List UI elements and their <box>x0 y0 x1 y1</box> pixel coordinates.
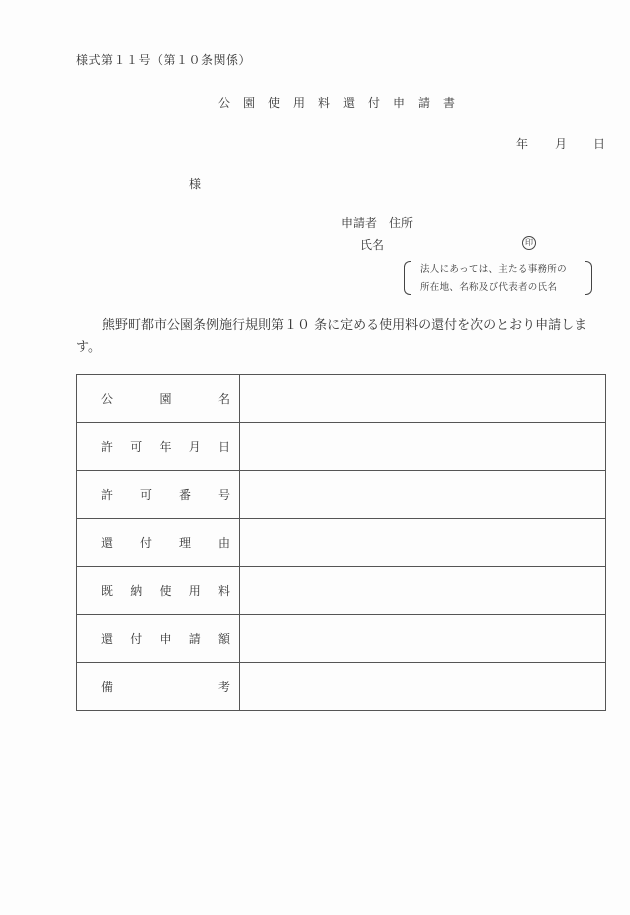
title-char: 園 <box>243 96 256 110</box>
title-char: 用 <box>293 96 306 110</box>
label-char: 納 <box>130 584 143 598</box>
title-char: 書 <box>443 96 456 110</box>
table-row <box>77 567 606 615</box>
row-label <box>77 567 240 615</box>
table-row <box>77 663 606 711</box>
row-label <box>77 375 240 423</box>
label-char: 料 <box>217 584 230 598</box>
label-char: 請 <box>188 632 201 646</box>
permit-date-field[interactable] <box>240 423 606 471</box>
bracket-left-icon <box>404 261 411 295</box>
table-row <box>77 519 606 567</box>
label-char: 既 <box>101 584 114 598</box>
label-char: 付 <box>130 632 143 646</box>
title-char: 付 <box>368 96 381 110</box>
label-char: 月 <box>188 440 201 454</box>
paid-fee-field[interactable] <box>240 567 606 615</box>
label-char: 備 <box>101 680 114 694</box>
application-table <box>76 374 606 711</box>
table-row <box>77 423 606 471</box>
permit-number-field[interactable] <box>240 471 606 519</box>
label-char: 日 <box>217 440 230 454</box>
note-line-1: 法人にあっては、主たる事務所の <box>420 264 567 275</box>
addressee-suffix: 様 <box>189 177 202 191</box>
row-label <box>77 471 240 519</box>
label-char: 使 <box>159 584 172 598</box>
title-char: 使 <box>268 96 281 110</box>
refund-amount-field[interactable] <box>240 615 606 663</box>
applicant-name-label: 氏名 <box>360 238 385 252</box>
label-char: 可 <box>139 488 152 502</box>
label-char: 許 <box>101 488 114 502</box>
row-label <box>77 519 240 567</box>
label-char: 用 <box>188 584 201 598</box>
label-char: 理 <box>178 536 191 550</box>
table-row <box>77 471 606 519</box>
row-label <box>77 663 240 711</box>
table-row <box>77 375 606 423</box>
label-char: 年 <box>159 440 172 454</box>
seal-icon: 印 <box>522 236 536 250</box>
label-char: 許 <box>101 440 114 454</box>
date-year-label: 年 <box>516 137 529 151</box>
request-statement <box>76 315 610 359</box>
row-label <box>77 423 240 471</box>
label-char: 還 <box>101 632 114 646</box>
label-char: 申 <box>159 632 172 646</box>
bracket-right-icon <box>585 261 592 295</box>
applicant-address-label: 申請者 住所 <box>341 216 414 230</box>
row-label <box>77 615 240 663</box>
title-char: 還 <box>343 96 356 110</box>
date-day-label: 日 <box>593 137 606 151</box>
label-char: 額 <box>217 632 230 646</box>
table-row <box>77 615 606 663</box>
label-char: 番 <box>178 488 191 502</box>
label-char: 付 <box>139 536 152 550</box>
form-number: 様式第１１号（第１０条関係） <box>76 53 252 67</box>
title-char: 請 <box>418 96 431 110</box>
request-text: 熊野町都市公園条例施行規則第１０ 条に定める使用料の還付を次のとおり申請します。 <box>76 318 588 355</box>
label-char: 公 <box>101 392 114 406</box>
label-char: 名 <box>217 392 230 406</box>
label-char: 号 <box>217 488 230 502</box>
title-char: 料 <box>318 96 331 110</box>
title-char: 申 <box>393 96 406 110</box>
park-name-field[interactable] <box>240 375 606 423</box>
label-char: 園 <box>159 392 172 406</box>
label-char: 由 <box>217 536 230 550</box>
remarks-field[interactable] <box>240 663 606 711</box>
label-char: 可 <box>130 440 143 454</box>
date-month-label: 月 <box>555 137 568 151</box>
note-line-2: 所在地、名称及び代表者の氏名 <box>420 282 558 293</box>
label-char: 考 <box>217 680 230 694</box>
refund-reason-field[interactable] <box>240 519 606 567</box>
corporate-note <box>404 259 592 295</box>
label-char: 還 <box>101 536 114 550</box>
title-char: 公 <box>218 96 231 110</box>
document-title <box>218 94 468 111</box>
